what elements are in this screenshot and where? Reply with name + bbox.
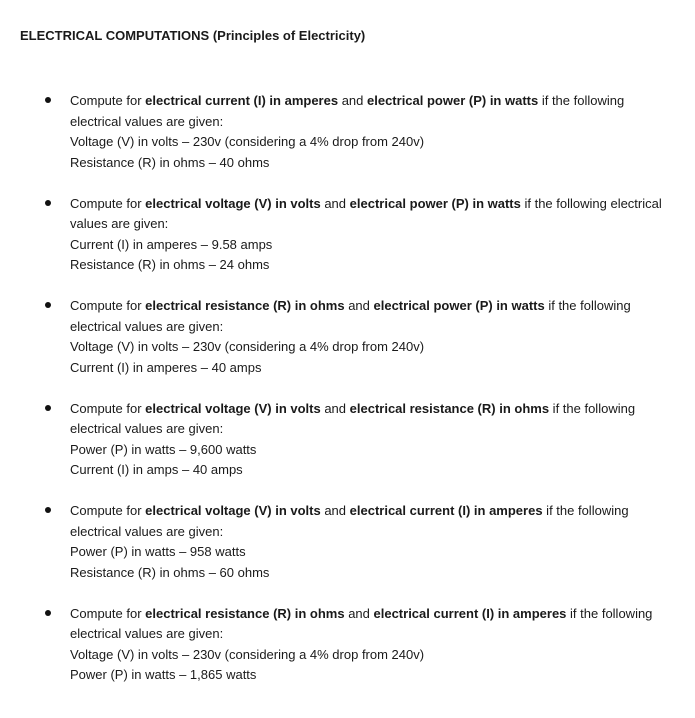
question-target-2: electrical current (I) in amperes: [373, 605, 567, 621]
problem-list: [0, 91, 695, 706]
given-value-2: Resistance (R) in ohms – 40 ohms: [70, 154, 270, 170]
question-prefix: Compute for: [70, 298, 146, 313]
problem-body: [70, 604, 675, 686]
question-suffix: if the following electrical values are given:: [70, 298, 631, 334]
question-target-1: electrical current (I) in amperes: [145, 93, 339, 108]
question-suffix: if the following electrical values are given:: [70, 605, 653, 641]
given-value-2: Current (I) in amps – 40 amps: [70, 462, 243, 477]
question-connector: and: [338, 93, 367, 108]
document-title: ELECTRICAL COMPUTATIONS (Principles of Electricity): [20, 28, 366, 43]
question-suffix: if the following electrical values are given:: [70, 400, 636, 436]
given-value-2: Resistance (R) in ohms – 24 ohms: [70, 257, 270, 272]
given-value-1: Voltage (V) in volts – 230v (considering a 4% drop from 240v): [70, 339, 425, 354]
given-value-1: Power (P) in watts – 9,600 watts: [70, 441, 257, 457]
question-prefix: Compute for: [70, 605, 146, 621]
question-target-2: electrical resistance (R) in ohms: [349, 400, 550, 416]
question-target-1: electrical voltage (V) in volts: [145, 195, 321, 211]
problem-body: [70, 91, 675, 173]
question-prefix: Compute for: [70, 93, 146, 108]
list-item: [0, 296, 695, 378]
problem-question: [70, 399, 675, 440]
problem-question: [70, 296, 675, 337]
problem-question: [70, 91, 675, 132]
bullet-icon: [45, 405, 51, 411]
list-item: [0, 91, 695, 173]
bullet-icon: [45, 97, 51, 103]
question-suffix: if the following electrical values are given:: [70, 503, 629, 539]
question-target-1: electrical resistance (R) in ohms: [145, 605, 345, 621]
bullet-icon: [45, 302, 51, 308]
problem-body: [70, 501, 675, 583]
bullet-icon: [45, 507, 51, 513]
given-value-2: Resistance (R) in ohms – 60 ohms: [70, 564, 270, 580]
list-item: [0, 194, 695, 276]
question-prefix: Compute for: [70, 503, 146, 518]
question-target-2: electrical current (I) in amperes: [349, 503, 543, 518]
given-value-2: Current (I) in amperes – 40 amps: [70, 359, 262, 375]
question-target-1: electrical voltage (V) in volts: [145, 503, 321, 518]
question-connector: and: [320, 400, 350, 416]
question-connector: and: [320, 195, 350, 211]
question-connector: and: [344, 605, 374, 621]
list-item: [0, 604, 695, 686]
given-value-1: Power (P) in watts – 958 watts: [70, 544, 246, 559]
problem-body: [70, 399, 675, 481]
problem-question: [70, 194, 675, 235]
question-suffix: if the following electrical values are given:: [70, 195, 662, 231]
bullet-icon: [45, 610, 51, 616]
problem-body: [70, 296, 675, 378]
question-suffix: if the following electrical values are given:: [70, 93, 625, 129]
given-value-1: Voltage (V) in volts – 230v (considering a 4% drop from 240v): [70, 134, 425, 149]
question-connector: and: [320, 503, 350, 518]
problem-question: [70, 501, 675, 542]
question-target-2: electrical power (P) in watts: [367, 93, 539, 108]
given-value-2: Power (P) in watts – 1,865 watts: [70, 667, 257, 682]
list-item: [0, 501, 695, 583]
question-target-1: electrical voltage (V) in volts: [145, 400, 321, 416]
question-target-1: electrical resistance (R) in ohms: [145, 298, 345, 313]
question-prefix: Compute for: [70, 400, 146, 416]
bullet-icon: [45, 200, 51, 206]
question-target-2: electrical power (P) in watts: [373, 298, 545, 313]
problem-body: [70, 194, 675, 276]
question-target-2: electrical power (P) in watts: [349, 195, 521, 211]
given-value-1: Current (I) in amperes – 9.58 amps: [70, 236, 273, 252]
problem-question: [70, 604, 675, 645]
question-prefix: Compute for: [70, 195, 146, 211]
given-value-1: Voltage (V) in volts – 230v (considering a 4% drop from 240v): [70, 646, 425, 662]
list-item: [0, 399, 695, 481]
question-connector: and: [344, 298, 374, 313]
